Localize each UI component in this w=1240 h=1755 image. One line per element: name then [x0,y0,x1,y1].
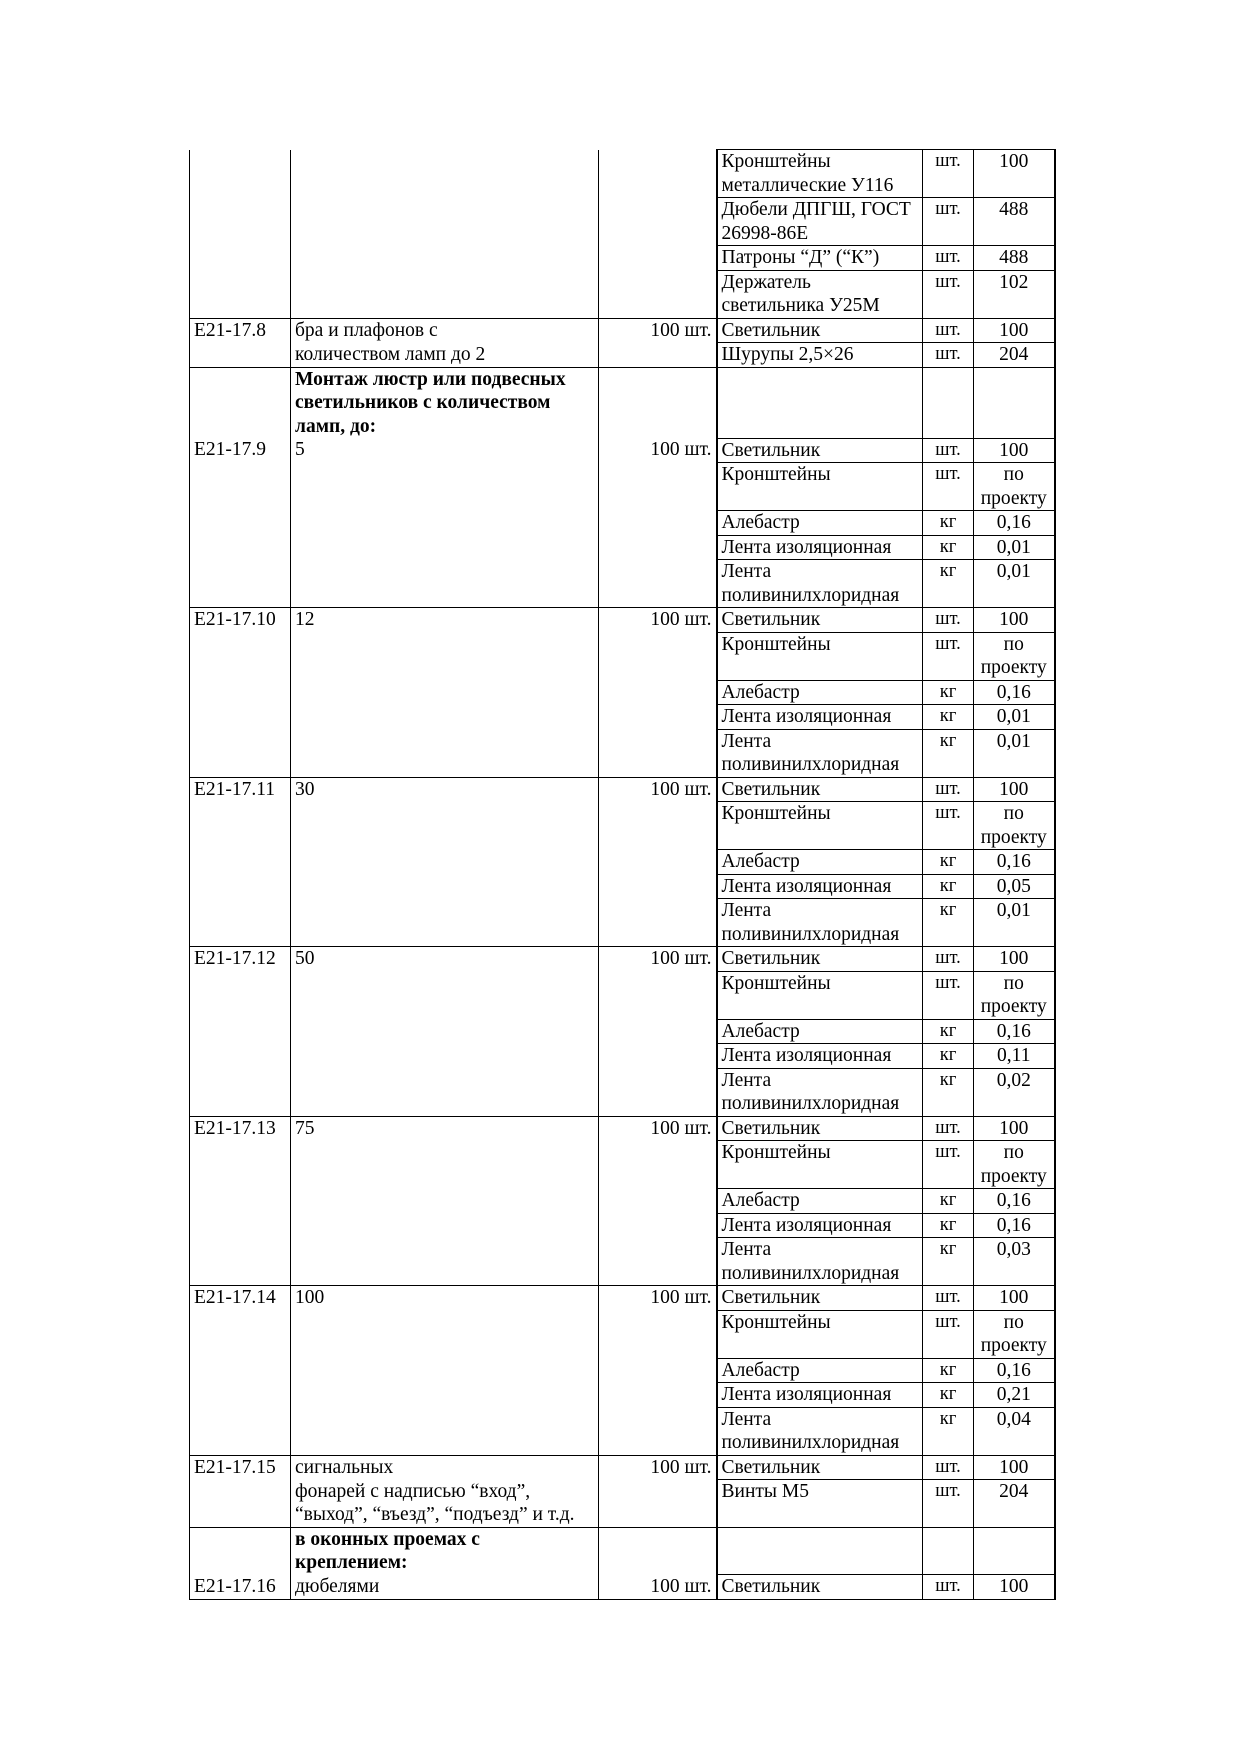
table-row [190,1213,1055,1238]
row-resource-unit: шт. [923,947,974,972]
row-unit [599,367,717,438]
row-quantity: 0,01 [974,560,1055,608]
row-resource: Алебастр [717,511,923,536]
row-name [291,1044,599,1069]
table-row [190,899,1055,947]
row-code: E21-17.15 [190,1455,291,1480]
row-unit: 100 шт. [599,318,717,343]
row-code: E21-17.8 [190,318,291,343]
row-code [190,874,291,899]
row-resource-unit: кг [923,1383,974,1408]
row-unit [599,1213,717,1238]
row-resource-unit: шт. [923,198,974,246]
row-quantity: 204 [974,1480,1055,1528]
row-unit [599,680,717,705]
row-name [291,1310,599,1358]
row-resource: Светильник [717,1575,923,1600]
row-name [291,899,599,947]
row-unit: 100 шт. [599,947,717,972]
row-quantity: 0,16 [974,680,1055,705]
row-resource: Лента поливинилхлоридная [717,1238,923,1286]
row-code [190,1141,291,1189]
row-resource: Кронштейны [717,971,923,1019]
row-resource-unit: шт. [923,802,974,850]
row-quantity: 204 [974,343,1055,368]
row-resource: Лента поливинилхлоридная [717,899,923,947]
row-quantity: 0,03 [974,1238,1055,1286]
row-code [190,1213,291,1238]
row-code: E21-17.9 [190,438,291,463]
row-code [190,705,291,730]
row-quantity: 0,01 [974,729,1055,777]
row-resource: Лента поливинилхлоридная [717,560,923,608]
row-name: 30 [291,777,599,802]
table-row [190,1575,1055,1600]
row-resource: Алебастр [717,1358,923,1383]
row-name [291,511,599,536]
row-resource: Кронштейны металлические У116 [717,150,923,198]
row-quantity: 0,01 [974,705,1055,730]
table-row [190,367,1055,438]
row-unit [599,1383,717,1408]
row-unit [599,729,717,777]
row-resource: Алебастр [717,1019,923,1044]
row-quantity: по проекту [974,1141,1055,1189]
row-unit: 100 шт. [599,1116,717,1141]
row-unit [599,899,717,947]
row-resource: Винты М5 [717,1480,923,1528]
row-name [291,1141,599,1189]
row-quantity [974,367,1055,438]
row-name [291,1238,599,1286]
row-unit: 100 шт. [599,1455,717,1480]
row-quantity: 488 [974,198,1055,246]
row-unit [599,1358,717,1383]
row-quantity: по проекту [974,463,1055,511]
row-resource: Держатель светильника У25М [717,270,923,318]
row-resource-unit: кг [923,705,974,730]
row-code [190,511,291,536]
row-unit [599,1527,717,1575]
row-unit [599,1189,717,1214]
table-row [190,511,1055,536]
row-resource: Лента изоляционная [717,874,923,899]
row-resource-unit [923,1527,974,1575]
row-resource-unit: шт. [923,1575,974,1600]
row-name: количеством ламп до 2 [291,343,599,368]
row-code [190,270,291,318]
row-resource-unit: шт. [923,1141,974,1189]
row-name [291,198,599,246]
row-resource-unit: шт. [923,1310,974,1358]
table-row [190,1527,1055,1575]
row-code [190,535,291,560]
row-code [190,1019,291,1044]
row-code [190,680,291,705]
row-code [190,367,291,438]
row-code: E21-17.16 [190,1575,291,1600]
row-code [190,246,291,271]
row-quantity: 0,01 [974,535,1055,560]
row-code: E21-17.14 [190,1286,291,1311]
row-quantity: 0,16 [974,511,1055,536]
row-quantity: 100 [974,777,1055,802]
row-code: E21-17.12 [190,947,291,972]
row-name [291,150,599,198]
row-resource: Лента изоляционная [717,1044,923,1069]
row-quantity: 488 [974,246,1055,271]
row-resource: Лента поливинилхлоридная [717,1068,923,1116]
row-code: E21-17.10 [190,608,291,633]
table-row [190,1358,1055,1383]
row-code: E21-17.11 [190,777,291,802]
row-unit [599,1044,717,1069]
row-unit: 100 шт. [599,438,717,463]
row-resource-unit: кг [923,1044,974,1069]
table-row [190,1238,1055,1286]
row-quantity: 0,16 [974,1213,1055,1238]
row-unit [599,246,717,271]
row-code [190,899,291,947]
row-quantity: 0,16 [974,1189,1055,1214]
row-quantity: по проекту [974,632,1055,680]
row-resource-unit: кг [923,511,974,536]
row-code [190,632,291,680]
row-resource-unit: кг [923,1407,974,1455]
table-row [190,947,1055,972]
table-row [190,777,1055,802]
row-unit [599,1068,717,1116]
row-resource: Шурупы 2,5×26 [717,343,923,368]
row-unit: 100 шт. [599,777,717,802]
row-name [291,874,599,899]
row-quantity: 100 [974,608,1055,633]
row-name [291,1358,599,1383]
row-name: сигнальных [291,1455,599,1480]
row-resource: Светильник [717,1116,923,1141]
row-resource-unit: шт. [923,608,974,633]
row-resource: Лента изоляционная [717,1383,923,1408]
row-name: 5 [291,438,599,463]
row-resource: Алебастр [717,680,923,705]
row-resource: Светильник [717,438,923,463]
row-resource: Светильник [717,947,923,972]
row-quantity: 0,16 [974,1358,1055,1383]
row-name: 50 [291,947,599,972]
row-quantity: 0,21 [974,1383,1055,1408]
row-unit [599,511,717,536]
row-name [291,463,599,511]
row-unit [599,850,717,875]
row-resource-unit: шт. [923,463,974,511]
table-row [190,1480,1055,1528]
table-row [190,1407,1055,1455]
table-row [190,971,1055,1019]
table-row [190,246,1055,271]
row-code [190,1480,291,1528]
row-resource: Лента изоляционная [717,705,923,730]
row-unit [599,463,717,511]
table-row [190,608,1055,633]
row-name [291,632,599,680]
row-name [291,1189,599,1214]
row-name: 100 [291,1286,599,1311]
row-quantity: 100 [974,1575,1055,1600]
row-name [291,246,599,271]
row-name [291,1019,599,1044]
row-unit [599,535,717,560]
row-unit [599,270,717,318]
table-row [190,1189,1055,1214]
row-unit [599,150,717,198]
row-quantity: 0,11 [974,1044,1055,1069]
table-row [190,150,1055,198]
row-resource-unit: шт. [923,1480,974,1528]
table-row [190,1383,1055,1408]
row-unit [599,560,717,608]
table-row [190,1141,1055,1189]
row-resource: Кронштейны [717,632,923,680]
row-unit [599,198,717,246]
row-unit [599,343,717,368]
table-row [190,1310,1055,1358]
row-resource-unit: кг [923,1068,974,1116]
table-row [190,318,1055,343]
row-quantity: 100 [974,438,1055,463]
table-row [190,802,1055,850]
table-row [190,729,1055,777]
row-resource-unit: шт. [923,777,974,802]
row-name [291,850,599,875]
table-row [190,632,1055,680]
row-unit [599,1141,717,1189]
row-resource: Алебастр [717,850,923,875]
row-resource-unit: кг [923,874,974,899]
table-row [190,850,1055,875]
row-quantity: 0,16 [974,1019,1055,1044]
row-name [291,560,599,608]
row-resource-unit: шт. [923,971,974,1019]
table-row [190,438,1055,463]
row-resource [717,1527,923,1575]
row-resource-unit: кг [923,729,974,777]
row-quantity: 0,01 [974,899,1055,947]
row-unit [599,1407,717,1455]
row-resource [717,367,923,438]
row-resource: Светильник [717,318,923,343]
row-resource-unit: шт. [923,150,974,198]
row-resource: Кронштейны [717,1141,923,1189]
row-code [190,971,291,1019]
row-unit [599,1019,717,1044]
row-resource: Светильник [717,1455,923,1480]
row-code [190,1310,291,1358]
row-name [291,1068,599,1116]
row-resource: Лента изоляционная [717,535,923,560]
row-resource: Светильник [717,777,923,802]
row-resource-unit: шт. [923,632,974,680]
row-resource: Алебастр [717,1189,923,1214]
row-code [190,1383,291,1408]
row-resource-unit: кг [923,1213,974,1238]
row-resource-unit: шт. [923,1286,974,1311]
row-code [190,150,291,198]
row-resource-unit: кг [923,680,974,705]
row-resource-unit: кг [923,1358,974,1383]
row-unit [599,1238,717,1286]
table-row [190,1116,1055,1141]
row-resource-unit: кг [923,899,974,947]
row-name [291,705,599,730]
row-quantity: по проекту [974,1310,1055,1358]
row-quantity: 0,16 [974,850,1055,875]
row-resource: Патроны “Д” (“К”) [717,246,923,271]
row-name [291,971,599,1019]
row-resource: Светильник [717,1286,923,1311]
row-resource-unit: кг [923,1019,974,1044]
row-resource: Лента поливинилхлоридная [717,1407,923,1455]
row-code [190,463,291,511]
table-row [190,560,1055,608]
row-code [190,560,291,608]
row-code [190,1068,291,1116]
row-quantity: 100 [974,318,1055,343]
row-name [291,729,599,777]
table-row [190,1044,1055,1069]
row-resource-unit: шт. [923,270,974,318]
row-resource-unit: шт. [923,318,974,343]
row-code [190,1407,291,1455]
row-resource-unit: шт. [923,343,974,368]
row-code [190,198,291,246]
row-quantity [974,1527,1055,1575]
row-resource: Дюбели ДПГШ, ГОСТ 26998-86Е [717,198,923,246]
row-code [190,850,291,875]
row-name: фонарей с надписью “вход”, “выход”, “въезд”, “подъезд” и т.д. [291,1480,599,1528]
row-unit [599,874,717,899]
table-row [190,1068,1055,1116]
row-unit: 100 шт. [599,1286,717,1311]
row-code [190,729,291,777]
row-quantity: 100 [974,150,1055,198]
norms-table [189,149,1056,1600]
table-row [190,705,1055,730]
row-name: 75 [291,1116,599,1141]
row-unit [599,705,717,730]
row-name [291,802,599,850]
row-resource-unit: шт. [923,1116,974,1141]
row-name [291,270,599,318]
row-name [291,1213,599,1238]
row-resource-unit: кг [923,1189,974,1214]
table-row [190,535,1055,560]
row-quantity: по проекту [974,971,1055,1019]
row-quantity: 102 [974,270,1055,318]
row-name [291,1407,599,1455]
row-code: E21-17.13 [190,1116,291,1141]
row-quantity: по проекту [974,802,1055,850]
row-code [190,343,291,368]
row-quantity: 100 [974,1286,1055,1311]
table-row [190,874,1055,899]
row-resource-unit: шт. [923,1455,974,1480]
row-resource-unit: шт. [923,438,974,463]
row-resource: Лента поливинилхлоридная [717,729,923,777]
row-unit [599,802,717,850]
table-row [190,463,1055,511]
row-name [291,1383,599,1408]
row-unit [599,971,717,1019]
row-quantity: 100 [974,947,1055,972]
row-unit: 100 шт. [599,1575,717,1600]
row-resource: Кронштейны [717,1310,923,1358]
row-resource: Светильник [717,608,923,633]
row-resource-unit [923,367,974,438]
row-unit [599,632,717,680]
row-resource: Кронштейны [717,802,923,850]
row-code [190,1238,291,1286]
row-quantity: 100 [974,1116,1055,1141]
row-name: Монтаж люстр или подвесных светильников с количеством ламп, до: [291,367,599,438]
row-name: дюбелями [291,1575,599,1600]
row-resource-unit: кг [923,535,974,560]
row-name: бра и плафонов с [291,318,599,343]
row-quantity: 0,05 [974,874,1055,899]
row-resource: Лента изоляционная [717,1213,923,1238]
row-code [190,1189,291,1214]
row-quantity: 0,02 [974,1068,1055,1116]
table-row [190,680,1055,705]
row-quantity: 100 [974,1455,1055,1480]
row-quantity: 0,04 [974,1407,1055,1455]
row-unit [599,1310,717,1358]
row-code [190,1527,291,1575]
row-resource: Кронштейны [717,463,923,511]
table-row [190,1286,1055,1311]
row-resource-unit: кг [923,1238,974,1286]
table-row [190,270,1055,318]
row-name: 12 [291,608,599,633]
row-unit [599,1480,717,1528]
row-resource-unit: шт. [923,246,974,271]
row-code [190,1358,291,1383]
row-name [291,680,599,705]
table-row [190,343,1055,368]
table-row [190,1019,1055,1044]
row-resource-unit: кг [923,560,974,608]
row-code [190,1044,291,1069]
row-name: в оконных проемах с креплением: [291,1527,599,1575]
table-row [190,198,1055,246]
row-code [190,802,291,850]
row-resource-unit: кг [923,850,974,875]
table-row [190,1455,1055,1480]
row-unit: 100 шт. [599,608,717,633]
row-name [291,535,599,560]
